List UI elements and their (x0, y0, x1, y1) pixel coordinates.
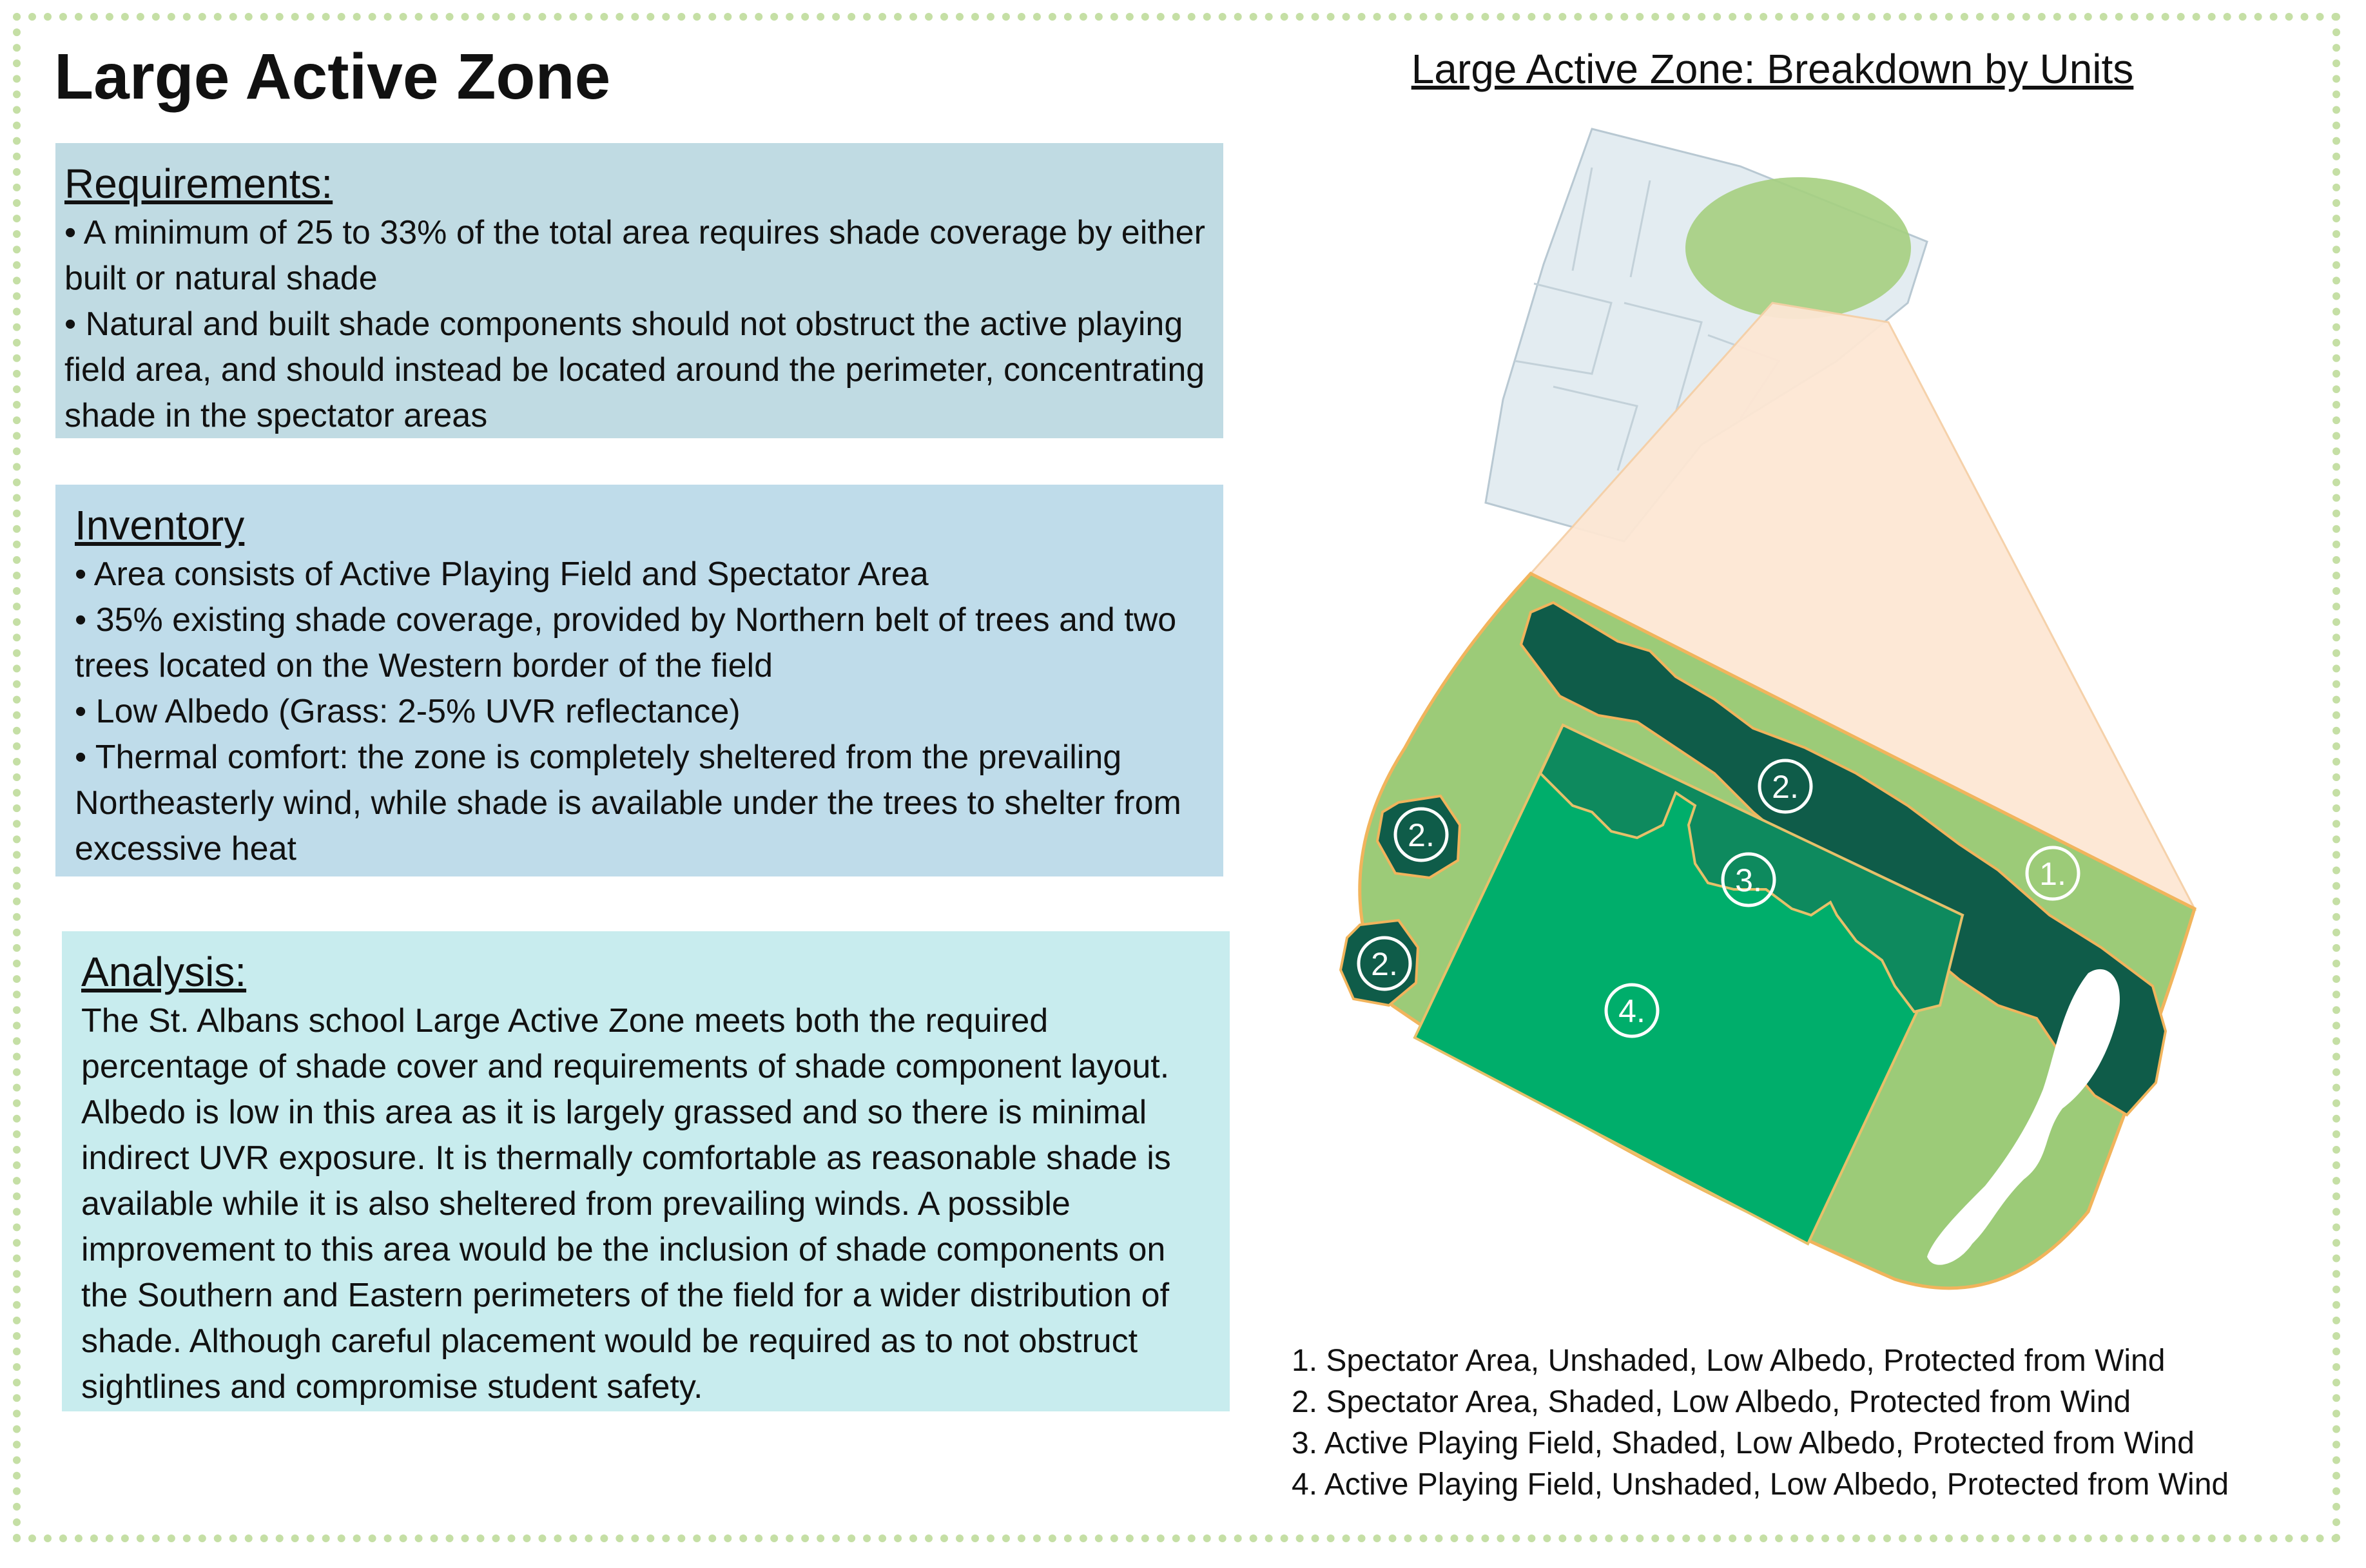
page-title: Large Active Zone (54, 41, 611, 113)
legend-item: 1. Spectator Area, Unshaded, Low Albedo, Protected from Wind (1292, 1344, 2166, 1378)
zone-map (1328, 116, 2217, 1328)
inventory-item: • Thermal comfort: the zone is completely sheltered from the prevailing Northeasterly wind, while shade is available under the trees to shelter from excessive heat (75, 739, 1181, 868)
legend-item: 2. Spectator Area, Shaded, Low Albedo, Protected from Wind (1292, 1385, 2131, 1419)
inventory-heading: Inventory (75, 502, 245, 548)
svg-text:1.: 1. (2039, 856, 2066, 892)
unit-marker-1-south (1576, 1150, 1627, 1202)
analysis-heading: Analysis: (81, 949, 247, 995)
legend-item: 3. Active Playing Field, Shaded, Low Albedo, Protected from Wind (1292, 1426, 2195, 1460)
requirements-heading: Requirements: (64, 160, 333, 207)
requirements-panel (55, 143, 1223, 438)
inventory-item: • Low Albedo (Grass: 2-5% UVR reflectance) (75, 693, 741, 731)
requirements-item: • A minimum of 25 to 33% of the total area requires shade coverage by either built or natural shade (64, 214, 1205, 298)
svg-text:4.: 4. (1618, 993, 1645, 1029)
svg-text:3.: 3. (1735, 862, 1762, 898)
context-green-field (1685, 177, 1911, 319)
analysis-text: The St. Albans school Large Active Zone meets both the required percentage of shade cover and requirements of shade component layout. Albedo is low in this area as it is largely grassed and so there is minimal indirect UVR exposure. It is thermally comfortable as reasonable shade is available while it is also sheltered from prevailing winds. A possible improvement to this area would be the inclusion of shade components on the Southern and Eastern perimeters of the field for a wider distribution of shade. Although careful placement would be required as to not obstruct sightlines and compromise student safety. (81, 1002, 1171, 1406)
requirements-item: • Natural and built shade components should not obstruct the active playing field area, and should instead be located around the perimeter, concentrating shade in the spectator areas (64, 305, 1205, 435)
diagram-title: Large Active Zone: Breakdown by Units (1411, 46, 2134, 92)
inventory-item: • Area consists of Active Playing Field and Spectator Area (75, 556, 929, 594)
analysis-panel (62, 931, 1230, 1411)
inventory-item: • 35% existing shade coverage, provided by Northern belt of trees and two trees located on the Western border of the field (75, 601, 1177, 685)
svg-text:2.: 2. (1408, 817, 1435, 853)
svg-text:2.: 2. (1772, 769, 1799, 805)
svg-text:2.: 2. (1371, 946, 1398, 982)
legend-item: 4. Active Playing Field, Unshaded, Low Albedo, Protected from Wind (1292, 1467, 2229, 1502)
svg-text:1.: 1. (1588, 1159, 1615, 1195)
inventory-panel (55, 485, 1223, 876)
map-legend (1292, 1341, 2229, 1505)
